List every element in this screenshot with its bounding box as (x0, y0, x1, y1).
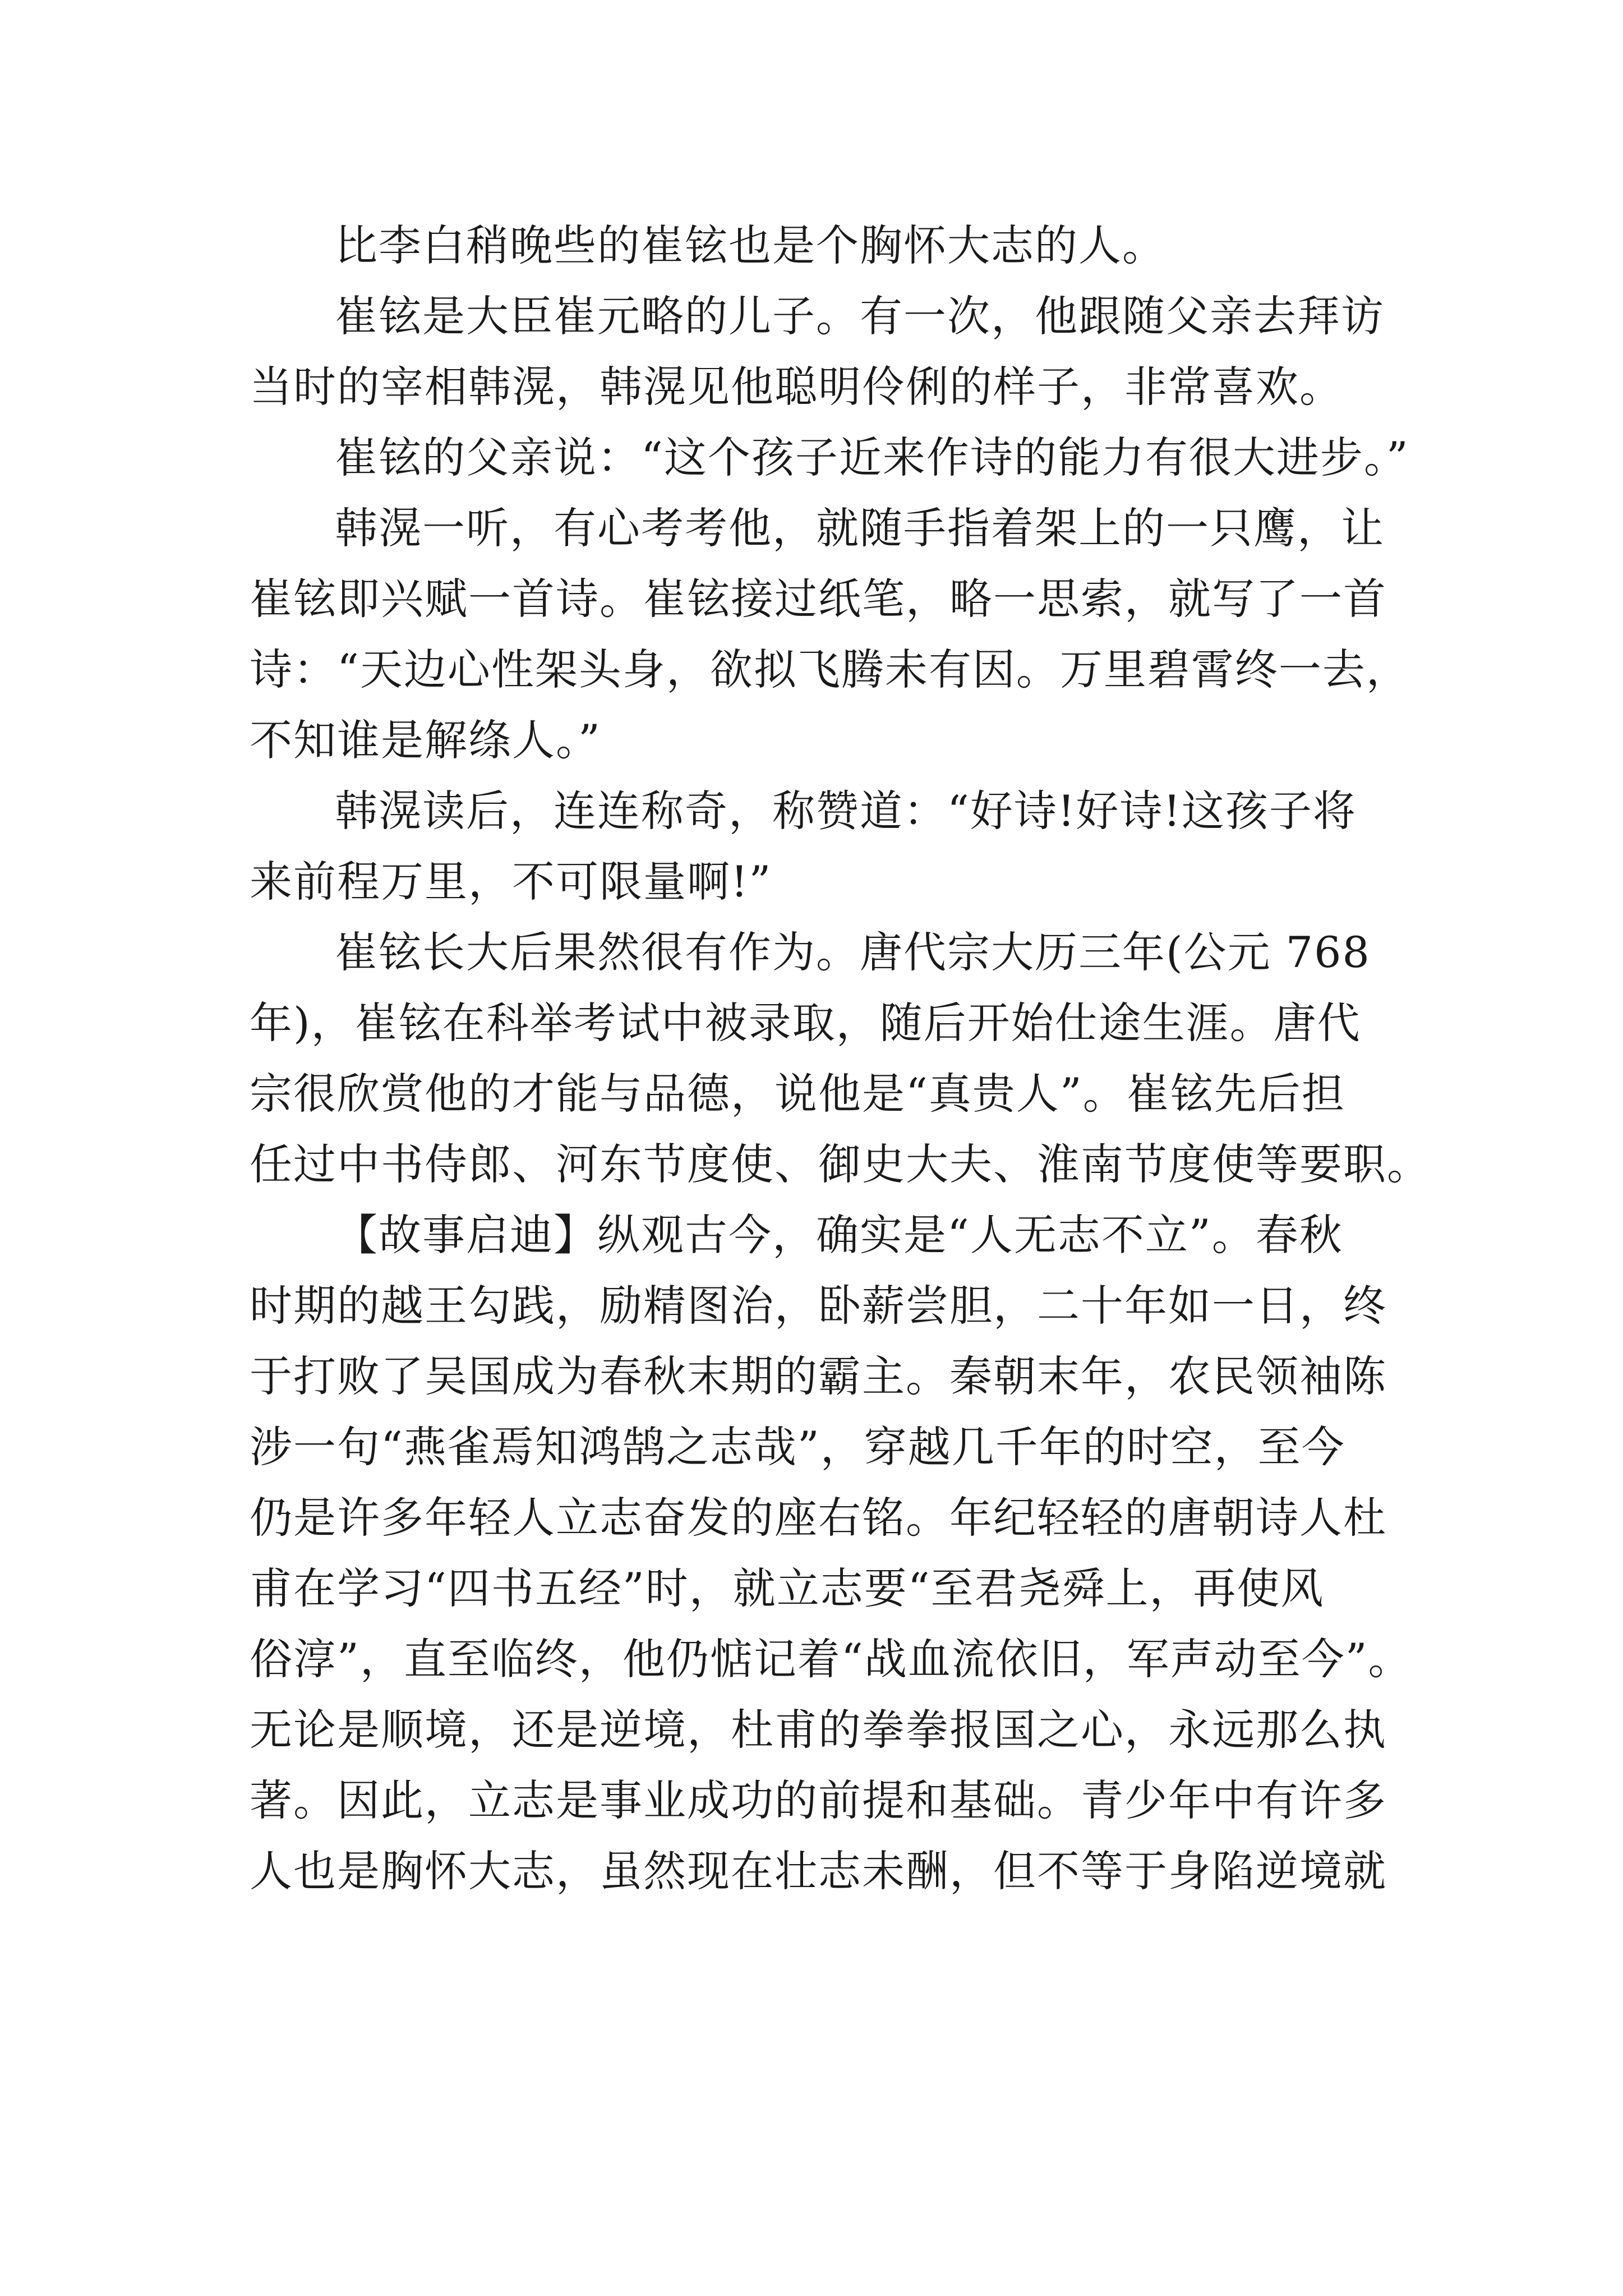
text-line: 于打败了吴国成为春秋末期的霸主。秦朝末年，农民领袖陈 (250, 1351, 1387, 1401)
text-line: 甫在学习“四书五经”时，就立志要“至君尧舜上，再使风 (250, 1563, 1325, 1613)
text-line: 不知谁是解绦人。” (250, 715, 601, 765)
text-line: 年)，崔铉在科举考试中被录取，随后开始仕途生涯。唐代 (250, 998, 1361, 1048)
text-line: 俗淳”，直至临终，他仍惦记着“战血流依旧，军声动至今”。 (250, 1634, 1412, 1684)
text-line: 韩滉一听，有心考考他，就随手指着架上的一只鹰，让 (335, 503, 1385, 553)
text-line: 崔铉是大臣崔元略的儿子。有一次，他跟随父亲去拜访 (335, 291, 1385, 341)
text-line: 时期的越王勾践，励精图治，卧薪尝胆，二十年如一日，终 (250, 1281, 1387, 1331)
text-line: 诗：“天边心性架头身，欲拟飞腾未有因。万里碧霄终一去， (250, 645, 1410, 694)
text-line: 仍是许多年轻人立志奋发的座右铭。年纪轻轻的唐朝诗人杜 (250, 1493, 1387, 1543)
text-line: 崔铉的父亲说：“这个孩子近来作诗的能力有很大进步。” (335, 432, 1409, 482)
text-line: 宗很欣赏他的才能与品德，说他是“真贵人”。崔铉先后担 (250, 1069, 1345, 1119)
text-line: 崔铉即兴赋一首诗。崔铉接过纸笔，略一思索，就写了一首 (250, 574, 1387, 624)
text-line: 无论是顺境，还是逆境，杜甫的拳拳报国之心，永远那么执 (250, 1705, 1387, 1755)
text-line: 当时的宰相韩滉，韩滉见他聪明伶俐的样子，非常喜欢。 (250, 362, 1343, 412)
text-line: 【故事启迪】纵观古今，确实是“人无志不立”。春秋 (335, 1210, 1343, 1260)
text-line: 韩滉读后，连连称奇，称赞道：“好诗!好诗!这孩子将 (335, 786, 1357, 836)
text-line: 来前程万里，不可限量啊!” (250, 857, 772, 907)
text-line: 涉一句“燕雀焉知鸿鹄之志哉”，穿越几千年的时空，至今 (250, 1422, 1345, 1472)
text-line: 著。因此，立志是事业成功的前提和基础。青少年中有许多 (250, 1775, 1387, 1825)
body-text (250, 210, 1431, 1907)
text-line: 比李白稍晚些的崔铉也是个胸怀大志的人。 (335, 220, 1166, 270)
text-line: 任过中书侍郎、河东节度使、御史大夫、淮南节度使等要职。 (250, 1139, 1431, 1189)
text-line: 崔铉长大后果然很有作为。唐代宗大历三年(公元 768 (335, 927, 1371, 977)
text-line: 人也是胸怀大志，虽然现在壮志未酬，但不等于身陷逆境就 (250, 1846, 1387, 1896)
